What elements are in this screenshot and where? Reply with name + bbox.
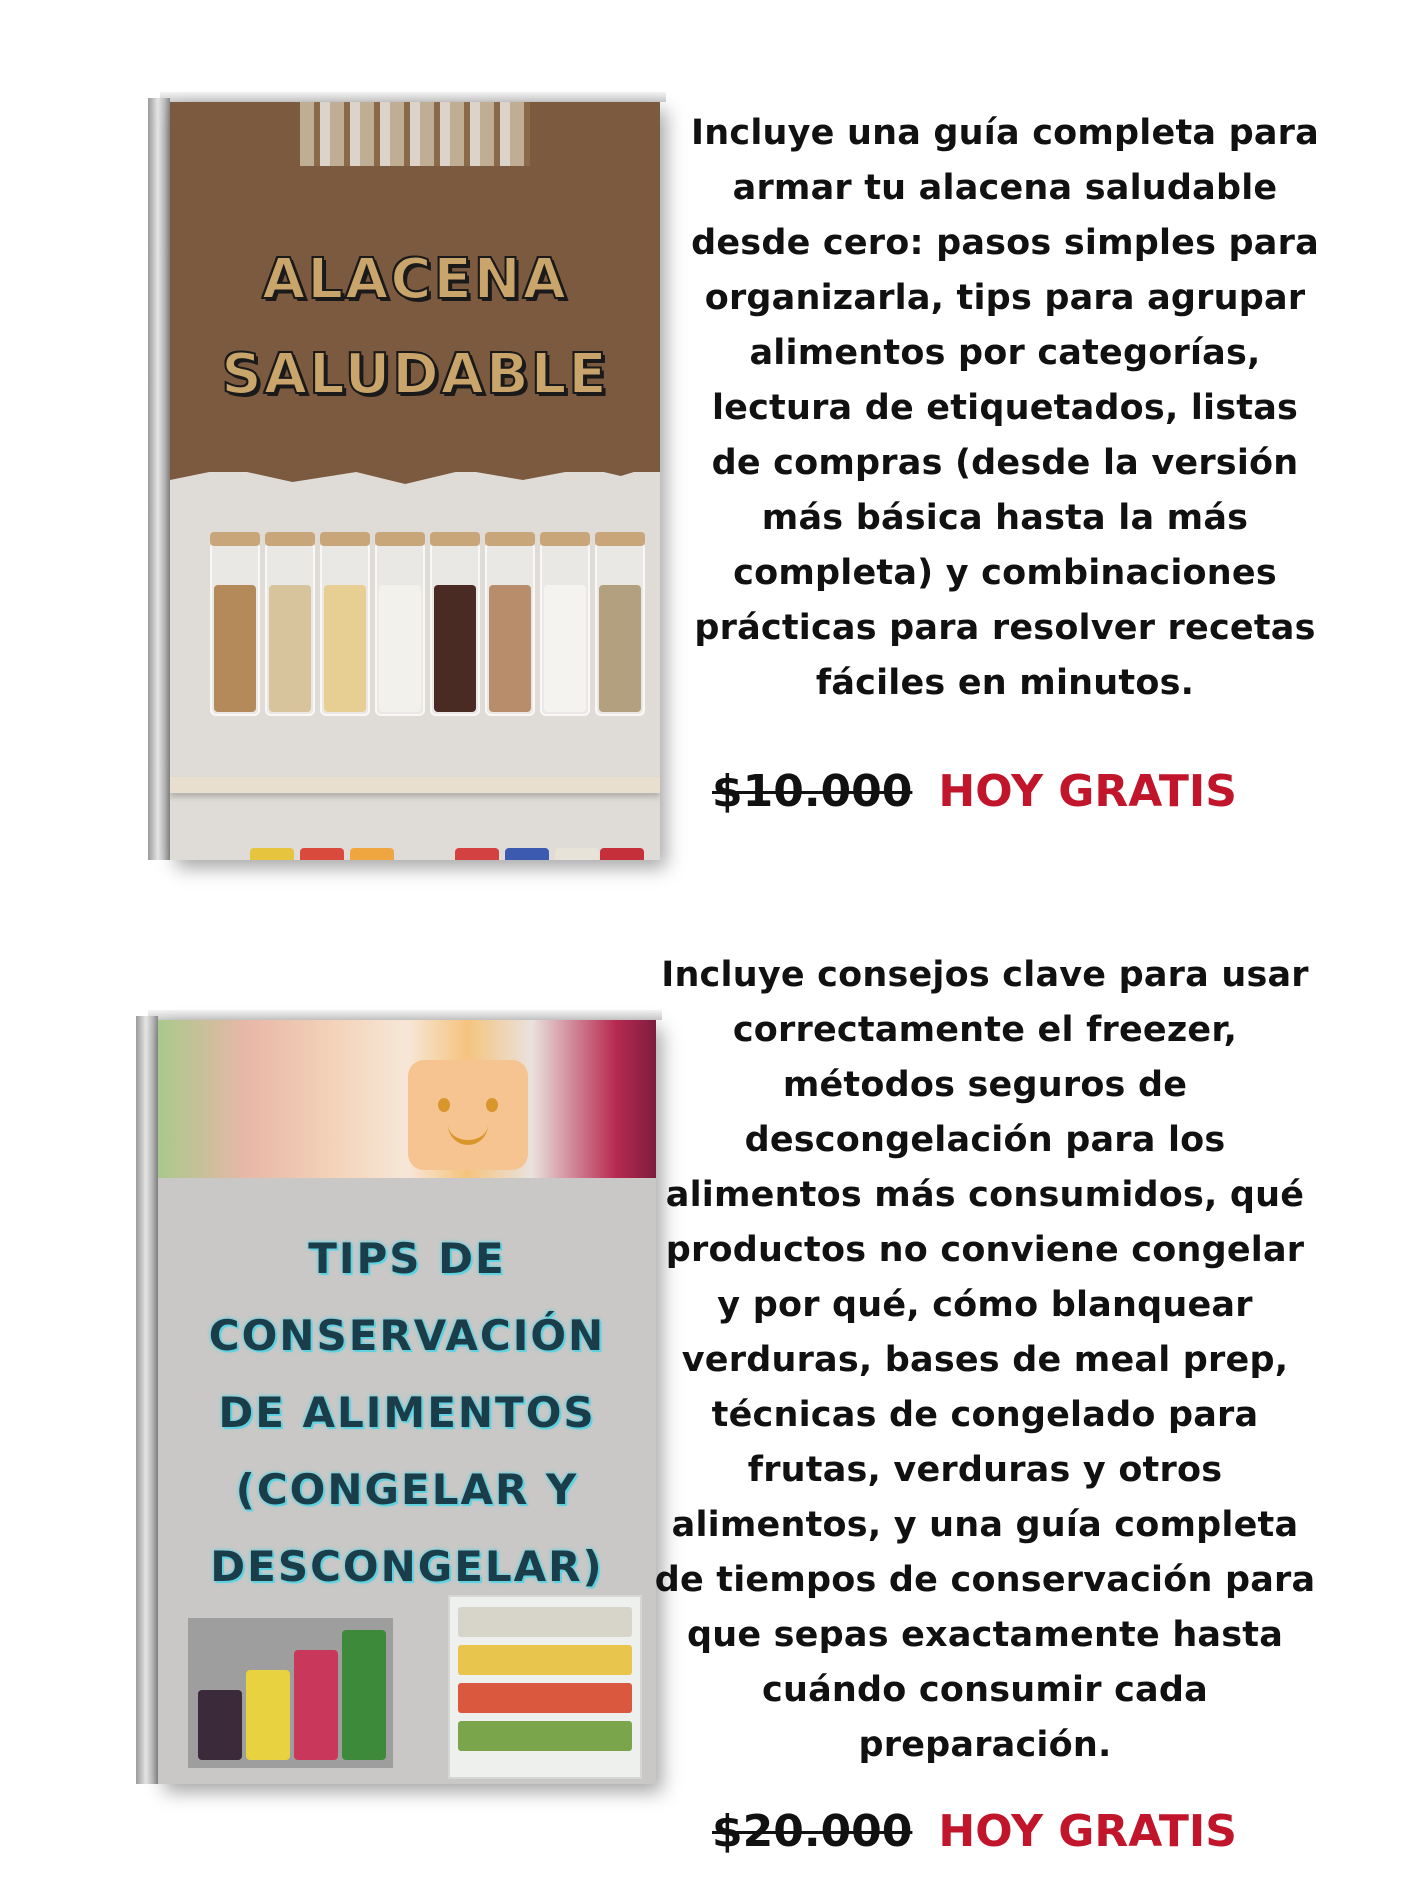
book2-description: Incluye consejos clave para usar correctamente el freezer, métodos seguros de descongelación para los alimentos más consumidos, qué productos no conviene congelar y por qué, cómo blanquear verduras, bases de meal prep, técnicas de congelado para frutas, verduras y otros alimentos, y una guía completa de tiempos de conservación para que sepas exactamente hasta cuándo consumir cada preparación. (654, 955, 1316, 1765)
book1-price-row (712, 766, 1237, 817)
jar (595, 542, 645, 716)
book-spine (136, 1016, 158, 1784)
title-line: TIPS DE (308, 1234, 506, 1283)
free-offer-label: HOY GRATIS (938, 1806, 1237, 1857)
spice-rack-image (300, 102, 530, 166)
jar (375, 542, 425, 716)
title-line: DESCONGELAR) (210, 1542, 604, 1591)
smiley-container (408, 1060, 528, 1170)
title-line: ALACENA (262, 247, 568, 312)
fridge-photo (448, 1595, 642, 1779)
book-title (170, 232, 660, 422)
old-price: $10.000 (712, 766, 913, 817)
frozen-vegetables-photo (188, 1618, 393, 1768)
frozen-food-photo (158, 1020, 656, 1178)
book2-price-row (712, 1806, 1237, 1857)
ebook-cover-alacena-saludable (148, 92, 660, 860)
jar (430, 542, 480, 716)
book1-description: Incluye una guía completa para armar tu alacena saludable desde cero: pasos simples para organizarla, tips para agrupar alimentos por categorías, lectura de etiquetados, listas de compras (desde la versión más básica hasta la más completa) y combinaciones prácticas para resolver recetas fáciles en minutos. (691, 113, 1319, 703)
title-line: CONSERVACIÓN (208, 1311, 606, 1360)
shelf (170, 777, 660, 793)
pantry-photo (170, 472, 660, 860)
jar (485, 542, 535, 716)
title-line: DE ALIMENTOS (218, 1388, 596, 1437)
title-line: SALUDABLE (221, 342, 609, 407)
book-title (158, 1220, 656, 1605)
free-offer-label: HOY GRATIS (938, 766, 1237, 817)
book-cover (158, 1020, 656, 1784)
jar (210, 542, 260, 716)
jar (320, 542, 370, 716)
ebook-cover-tips-conservacion (136, 1010, 656, 1784)
title-line: (CONGELAR Y (235, 1465, 579, 1514)
jar (265, 542, 315, 716)
book-spine (148, 98, 170, 860)
old-price: $20.000 (712, 1806, 913, 1857)
book-cover (170, 102, 660, 860)
book-pages (148, 1010, 662, 1020)
jar (540, 542, 590, 716)
book-pages (160, 92, 666, 102)
